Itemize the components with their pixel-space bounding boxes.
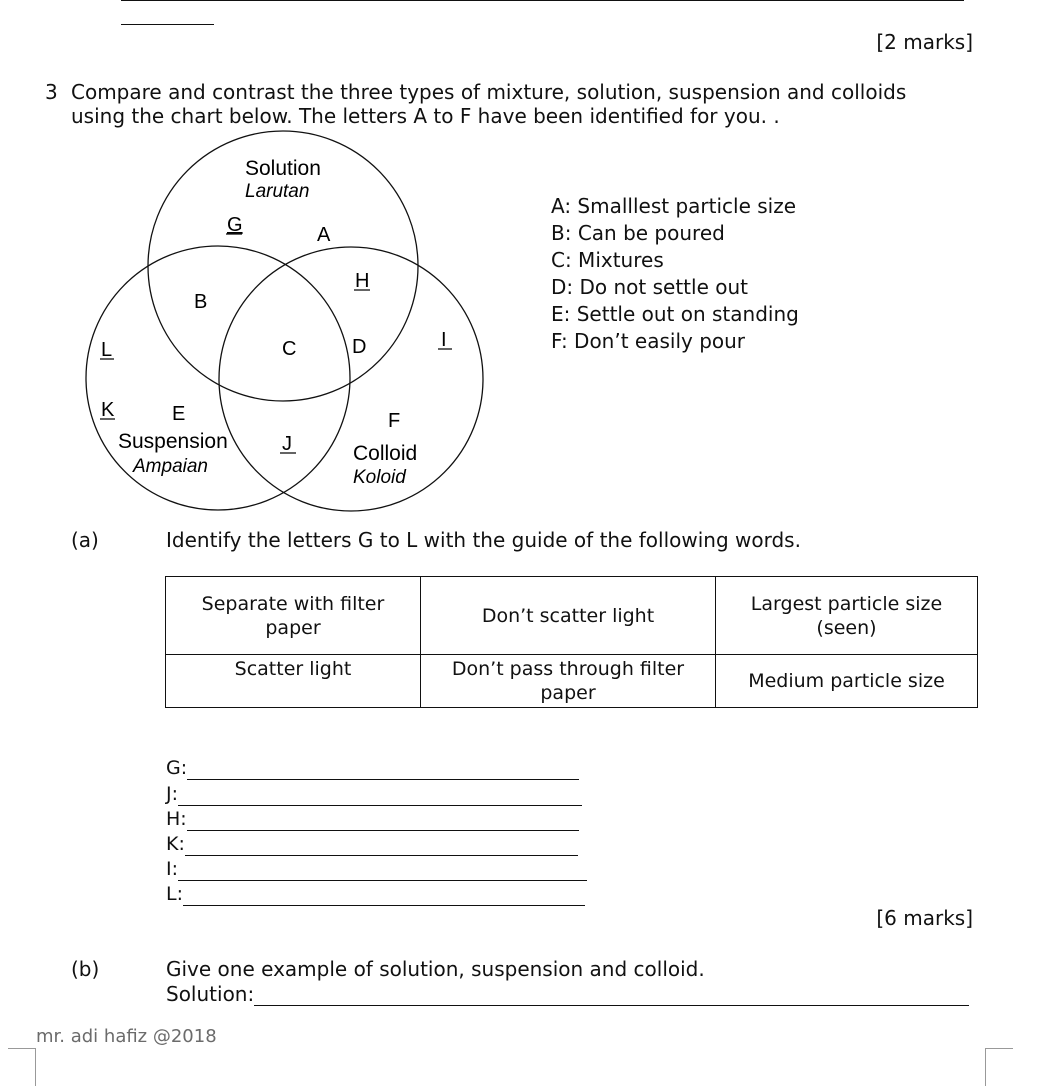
part-b-instruction: Give one example of solution, suspension and colloid. [166, 957, 705, 981]
answer-label: L: [166, 883, 183, 905]
question-text-line-1: Compare and contrast the three types of mixture, solution, suspension and colloids [71, 80, 907, 104]
letter-d: D [352, 336, 367, 358]
answer-i[interactable] [166, 857, 587, 881]
answer-l[interactable] [166, 882, 585, 906]
part-b-label: (b) [71, 957, 100, 981]
suspension-label: Suspension [118, 430, 228, 453]
table-cell: Don’t scatter light [421, 577, 716, 655]
footer-credit: mr. adi hafiz @2018 [36, 1026, 217, 1047]
letter-e: E [172, 403, 186, 425]
crop-mark-right [985, 1048, 1013, 1086]
guide-words-table [165, 576, 978, 708]
part-a-marks: [6 marks] [876, 906, 973, 930]
letter-l: L [101, 339, 113, 361]
previous-marks: [2 marks] [876, 30, 973, 54]
letter-c: C [282, 338, 297, 360]
solution-label: Solution [245, 157, 321, 180]
legend-item: D: Do not settle out [551, 275, 748, 299]
letter-h: H [355, 270, 370, 292]
letter-i: I [441, 329, 447, 351]
legend-item: B: Can be poured [551, 221, 725, 245]
colloid-circle [219, 247, 483, 511]
colloid-label: Colloid [353, 442, 418, 465]
letter-f: F [388, 410, 401, 432]
table-cell: Separate with filter paper [166, 577, 421, 655]
table-cell: Largest particle size (seen) [716, 577, 978, 655]
colloid-label-ms: Koloid [353, 467, 406, 488]
suspension-label-ms: Ampaian [133, 456, 208, 477]
answer-label: H: [166, 808, 187, 830]
legend-item: F: Don’t easily pour [551, 329, 746, 353]
solution-label-ms: Larutan [245, 181, 310, 202]
answer-label: Solution: [166, 982, 255, 1006]
answer-label: I: [166, 858, 179, 880]
answer-label: J: [166, 783, 179, 805]
part-a-label: (a) [71, 528, 99, 552]
legend-item: E: Settle out on standing [551, 302, 799, 326]
venn-diagram [0, 0, 520, 520]
answer-line[interactable] [187, 762, 579, 780]
letter-g: G [227, 214, 243, 236]
letter-j: J [282, 433, 292, 455]
legend-item: C: Mixtures [551, 248, 664, 272]
table-cell: Medium particle size [716, 655, 978, 708]
question-text-line-2: using the chart below. The letters A to F have been identified for you. . [71, 104, 780, 128]
answer-line[interactable] [183, 888, 585, 906]
answer-label: K: [166, 833, 185, 855]
venn-legend [551, 193, 799, 355]
table-cell: Don’t pass through filter paper [421, 655, 716, 708]
answer-label: G: [166, 757, 188, 779]
crop-mark-left [8, 1048, 36, 1086]
answer-line[interactable] [187, 813, 579, 831]
answer-k[interactable] [166, 832, 578, 856]
answer-g[interactable] [166, 756, 579, 780]
question-number: 3 [45, 80, 58, 104]
answer-line[interactable] [178, 788, 582, 806]
part-a-instruction: Identify the letters G to L with the guide of the following words. [166, 528, 801, 552]
table-cell: Scatter light [166, 655, 421, 708]
answer-h[interactable] [166, 807, 579, 831]
answer-solution[interactable] [166, 982, 969, 1006]
letter-a: A [317, 224, 331, 246]
answer-line[interactable] [254, 988, 969, 1006]
answer-line[interactable] [185, 838, 578, 856]
answer-line[interactable] [178, 863, 587, 881]
table-row [166, 655, 978, 708]
answer-j[interactable] [166, 782, 582, 806]
letter-b: B [194, 291, 208, 313]
suspension-circle [86, 246, 350, 510]
table-row [166, 577, 978, 655]
legend-item: A: Smalllest particle size [551, 194, 797, 218]
letter-k: K [101, 399, 115, 421]
